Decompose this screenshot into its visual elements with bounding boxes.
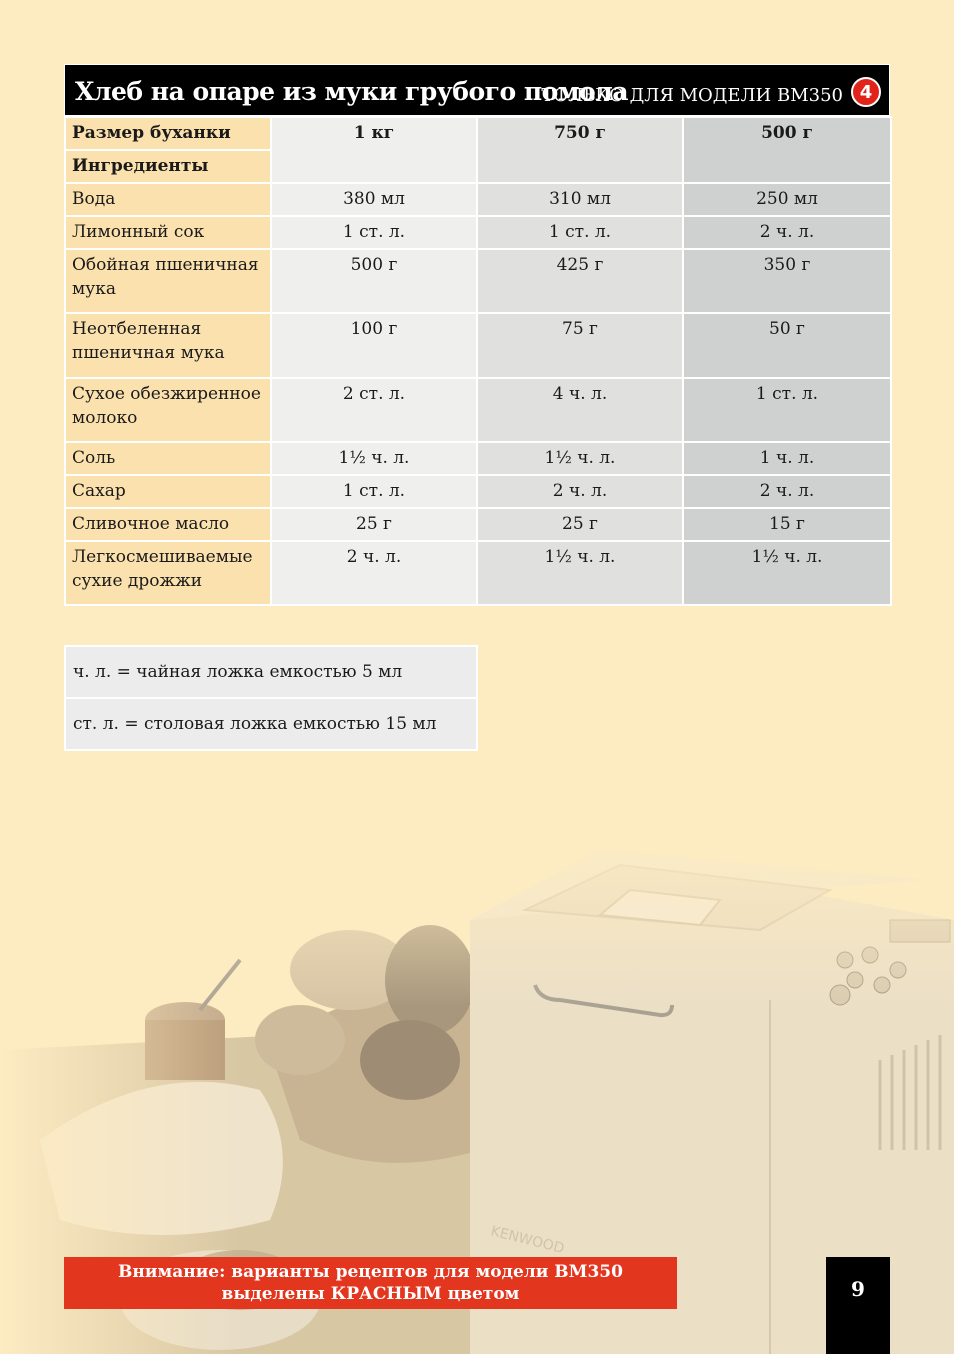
table-row xyxy=(65,117,891,150)
amount-1kg: 500 г xyxy=(271,249,477,313)
warning-line-1: Внимание: варианты рецептов для модели BM350 xyxy=(118,1262,623,1282)
table-row xyxy=(65,508,891,541)
ingredients-label: Ингредиенты xyxy=(65,150,271,183)
table-row xyxy=(65,378,891,442)
size-1kg: 1 кг xyxy=(271,117,477,183)
amount-1kg: 380 мл xyxy=(271,183,477,216)
amount-500g: 2 ч. л. xyxy=(683,216,891,249)
table-row xyxy=(65,249,891,313)
size-750g: 750 г xyxy=(477,117,683,183)
amount-500g: 250 мл xyxy=(683,183,891,216)
amount-500g: 1 ст. л. xyxy=(683,378,891,442)
table-row xyxy=(65,313,891,378)
recipe-card xyxy=(64,64,890,606)
amount-1kg: 2 ст. л. xyxy=(271,378,477,442)
amount-500g: 50 г xyxy=(683,313,891,378)
amount-1kg: 25 г xyxy=(271,508,477,541)
amount-750g: 2 ч. л. xyxy=(477,475,683,508)
amount-500g: 1½ ч. л. xyxy=(683,541,891,605)
ingredient-name: Вода xyxy=(65,183,271,216)
ingredient-name: Соль xyxy=(65,442,271,475)
amount-1kg: 100 г xyxy=(271,313,477,378)
amount-500g: 350 г xyxy=(683,249,891,313)
model-note: ТОЛЬКО ДЛЯ МОДЕЛИ BM350 xyxy=(541,85,843,106)
units-legend xyxy=(64,645,478,751)
amount-1kg: 2 ч. л. xyxy=(271,541,477,605)
amount-750g: 75 г xyxy=(477,313,683,378)
amount-750g: 4 ч. л. xyxy=(477,378,683,442)
amount-500g: 2 ч. л. xyxy=(683,475,891,508)
amount-750g: 1½ ч. л. xyxy=(477,541,683,605)
table-row xyxy=(65,541,891,605)
ingredient-name: Сливочное масло xyxy=(65,508,271,541)
warning-banner xyxy=(64,1257,677,1309)
legend-tablespoon: ст. л. = столовая ложка емкостью 15 мл xyxy=(65,698,477,750)
amount-1kg: 1 ст. л. xyxy=(271,216,477,249)
amount-750g: 310 мл xyxy=(477,183,683,216)
amount-500g: 1 ч. л. xyxy=(683,442,891,475)
table-row xyxy=(65,442,891,475)
size-500g: 500 г xyxy=(683,117,891,183)
ingredient-name: Сухое обезжиренное молоко xyxy=(65,378,271,442)
amount-750g: 1½ ч. л. xyxy=(477,442,683,475)
ingredients-table xyxy=(64,116,892,606)
amount-750g: 425 г xyxy=(477,249,683,313)
recipe-header xyxy=(64,64,890,116)
amount-750g: 25 г xyxy=(477,508,683,541)
recipe-title: Хлеб на опаре из муки грубого помола xyxy=(75,77,629,106)
ingredient-name: Сахар xyxy=(65,475,271,508)
amount-1kg: 1 ст. л. xyxy=(271,475,477,508)
amount-1kg: 1½ ч. л. xyxy=(271,442,477,475)
size-label: Размер буханки xyxy=(65,117,271,150)
program-number-badge: 4 xyxy=(851,77,881,107)
ingredient-name: Неотбеленная пшеничная мука xyxy=(65,313,271,378)
ingredient-name: Лимонный сок xyxy=(65,216,271,249)
legend-teaspoon: ч. л. = чайная ложка емкостью 5 мл xyxy=(65,646,477,698)
table-row xyxy=(65,183,891,216)
ingredient-name: Легкосмешиваемые сухие дрожжи xyxy=(65,541,271,605)
amount-500g: 15 г xyxy=(683,508,891,541)
table-row xyxy=(65,216,891,249)
ingredient-name: Обойная пшеничная мука xyxy=(65,249,271,313)
table-row xyxy=(65,475,891,508)
warning-line-2: выделены КРАСНЫМ цветом xyxy=(221,1284,520,1304)
page-number: 9 xyxy=(826,1257,890,1354)
amount-750g: 1 ст. л. xyxy=(477,216,683,249)
